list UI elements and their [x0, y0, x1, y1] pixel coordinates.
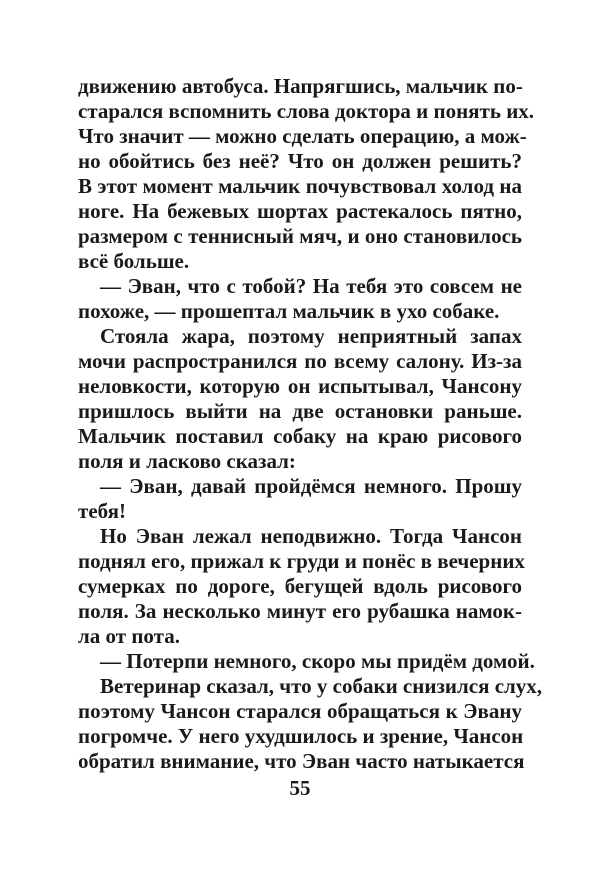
- text-line: поднял его, прижал к груди и понёс в вечерних: [78, 549, 525, 573]
- text-line: поля и ласково сказал:: [78, 449, 296, 473]
- text-line: — Эван, что с тобой? На тебя это совсем не: [100, 274, 522, 298]
- text-line: — Потерпи немного, скоро мы придём домой.: [100, 649, 535, 673]
- text-line: похоже, — прошептал мальчик в ухо собаке.: [78, 299, 500, 323]
- text-line: всё больше.: [78, 249, 190, 273]
- text-line: сумерках по дороге, бегущей вдоль рисового: [78, 574, 522, 598]
- text-line: поля. За несколько минут его рубашка намок-: [78, 599, 522, 623]
- text-line: поэтому Чансон старался обращаться к Эвану: [78, 699, 522, 723]
- text-line: ноге. На бежевых шортах растекалось пятно,: [78, 199, 522, 223]
- text-line: Но Эван лежал неподвижно. Тогда Чансон: [100, 524, 522, 548]
- text-line: мочи распространился по всему салону. Из-за: [78, 349, 522, 373]
- text-line: тебя!: [78, 499, 126, 523]
- text-line: старался вспомнить слова доктора и понять их.: [78, 99, 535, 123]
- text-line: Стояла жара, поэтому неприятный запах: [100, 324, 522, 348]
- text-line: но обойтись без неё? Что он должен решить?: [78, 149, 522, 173]
- text-line: движению автобуса. Напрягшись, мальчик по-: [78, 74, 523, 98]
- text-line: неловкости, которую он испытывал, Чансону: [78, 374, 522, 398]
- text-line: В этот момент мальчик почувствовал холод на: [78, 174, 522, 198]
- page-number: 55: [289, 776, 311, 800]
- text-line: обратил внимание, что Эван часто натыкается: [78, 749, 525, 773]
- text-line: — Эван, давай пройдёмся немного. Прошу: [100, 474, 522, 498]
- text-line: Ветеринар сказал, что у собаки снизился слух,: [100, 674, 543, 698]
- text-line: размером с теннисный мяч, и оно становилось: [78, 224, 522, 248]
- text-line: ла от пота.: [78, 624, 180, 648]
- text-line: Мальчик поставил собаку на краю рисового: [78, 424, 522, 448]
- body-text: [78, 74, 543, 774]
- text-line: погромче. У него ухудшилось и зрение, Чансон: [78, 724, 524, 748]
- text-line: Что значит — можно сделать операцию, а мож-: [78, 124, 527, 148]
- text-line: пришлось выйти на две остановки раньше.: [78, 399, 522, 423]
